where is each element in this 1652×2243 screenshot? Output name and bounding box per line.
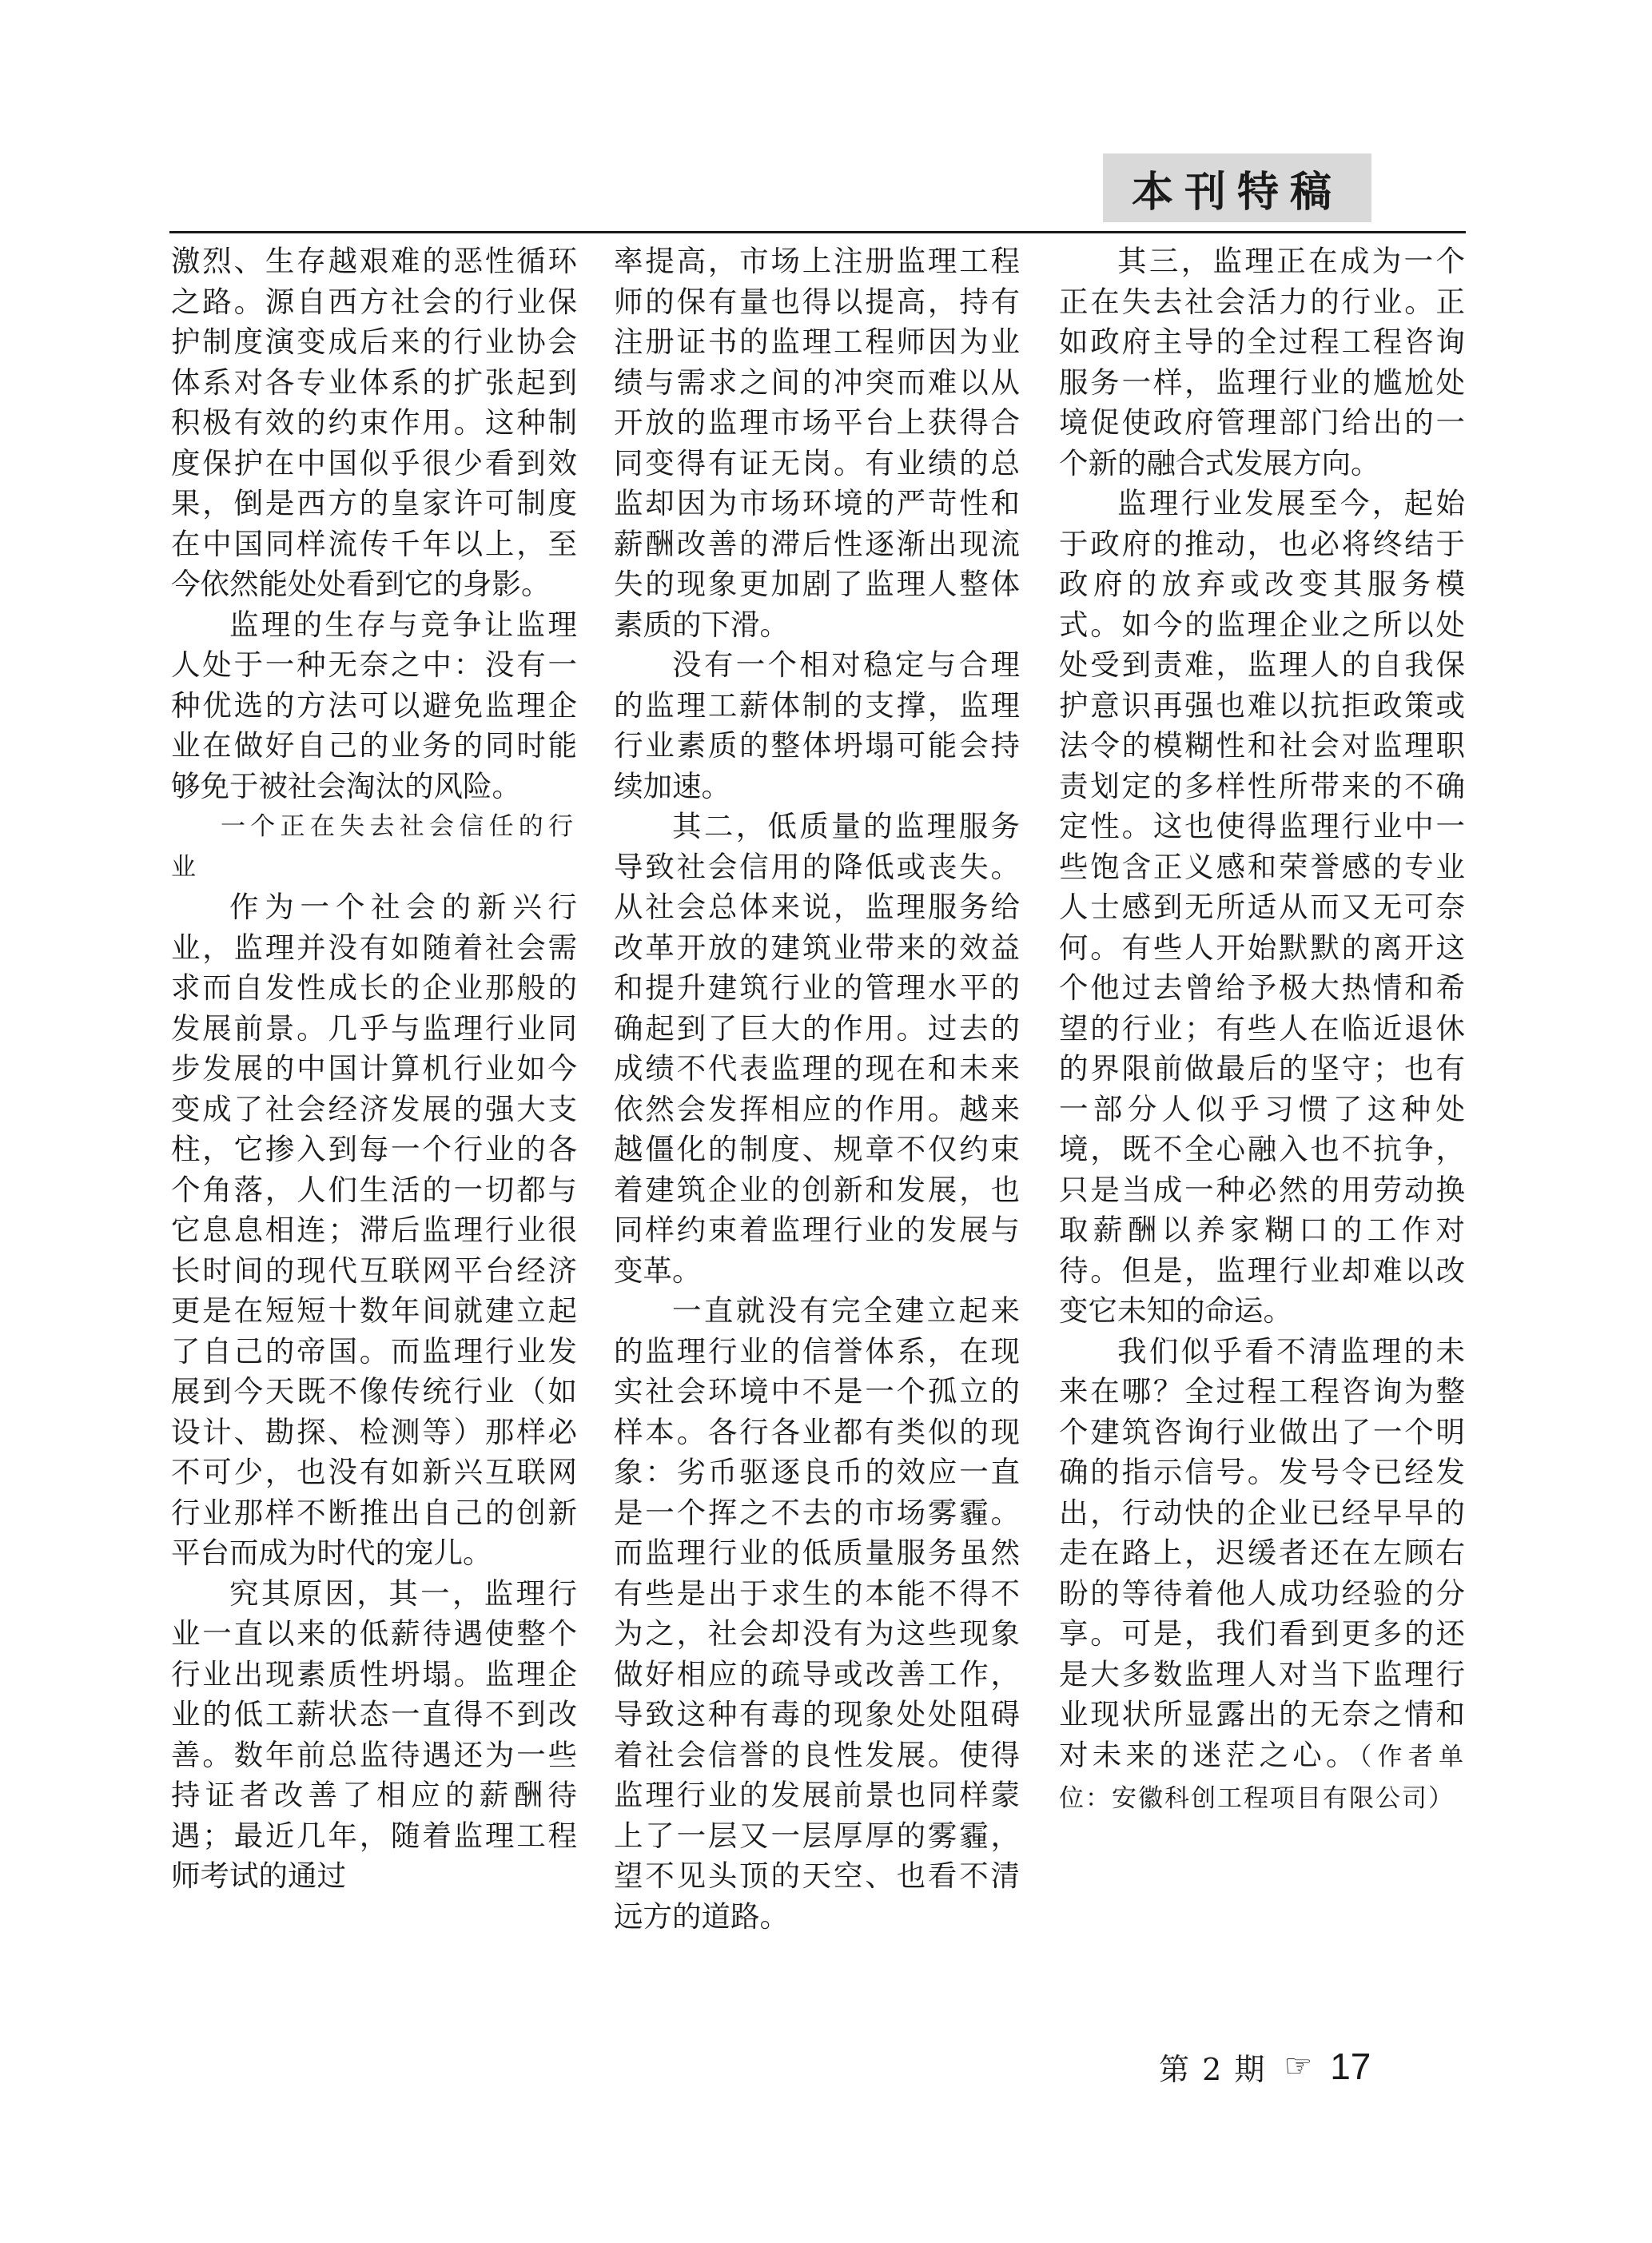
paragraph: 监理行业发展至今，起始于政府的推动，也必将终结于政府的放弃或改变其服务模式。如今的监理企业之所以处处受到责难，监理人的自我保护意识再强也难以抗拒政策或法令的模糊性和社会对监理职责划定的多样性所带来的不确定性。这也使得监理行业中一些饱含正义感和荣誉感的专业人士感到无所适从而又无可奈何。有些人开始默默的离开这个他过去曾给予极大热情和希望的行业；有些人在临近退休的界限前做最后的坚守；也有一部分人似乎习惯了这种处境，既不全心融入也不抗争，只是当成一种必然的用劳动换取薪酬以养家糊口的工作对待。但是，监理行业却难以改变它未知的命运。 <box>1059 486 1465 1328</box>
paragraph: 其二，低质量的监理服务导致社会信用的降低或丧失。从社会总体来说，监理服务给改革开放的建筑业带来的效益和提升建筑行业的管理水平的确起到了巨大的作用。过去的成绩不代表监理的现在和未来依然会发挥相应的作用。越来越僵化的制度、规章不仅约束着建筑企业的创新和发展，也同样约束着监理行业的发展与变革。 <box>614 809 1020 1288</box>
text-column-3 <box>1059 241 1465 2040</box>
paragraph: 监理的生存与竞争让监理人处于一种无奈之中：没有一种优选的方法可以避免监理企业在做好自己的业务的同时能够免于被社会淘汰的风险。 <box>171 607 577 803</box>
paragraph-text: 我们似乎看不清监理的未来在哪？全过程工程咨询为整个建筑咨询行业做出了一个明确的指示信号。发号令已经发出，行动快的企业已经早早的走在路上，迟缓者还在左顾右盼的等待着他人成功经验的分享。可是，我们看到更多的还是大多数监理人对当下监理行业现状所显露出的无奈之情和对未来的迷茫之心。 <box>1059 1333 1465 1772</box>
paragraph-with-author <box>1059 1332 1465 1819</box>
text-column-2 <box>614 241 1020 2040</box>
paragraph: 激烈、生存越艰难的恶性循环之路。源自西方社会的行业保护制度演变成后来的行业协会体系对各专业体系的扩张起到积极有效的约束作用。这种制度保护在中国似乎很少看到效果，倒是西方的皇家许可制度在中国同样流传千年以上，至今依然能处处看到它的身影。 <box>171 244 577 601</box>
page-number: 17 <box>1330 2046 1371 2087</box>
paragraph: 率提高，市场上注册监理工程师的保有量也得以提高，持有注册证书的监理工程师因为业绩与需求之间的冲突而难以从开放的监理市场平台上获得合同变得有证无岗。有业绩的总监却因为市场环境的严苛性和薪酬改善的滞后性逐渐出现流失的现象更加剧了监理人整体素质的下滑。 <box>614 244 1020 642</box>
paragraph: 没有一个相对稳定与合理的监理工薪体制的支撑，监理行业素质的整体坍塌可能会持续加速。 <box>614 647 1020 803</box>
pointing-hand-icon: ☞ <box>1284 2048 1313 2085</box>
section-tag: 本刊特稿 <box>1103 153 1371 222</box>
header-rule <box>169 231 1466 233</box>
text-column-1 <box>171 241 577 2040</box>
section-subheading: 一个正在失去社会信任的行业 <box>171 812 577 882</box>
paragraph: 究其原因，其一，监理行业一直以来的低薪待遇使整个行业出现素质性坍塌。监理企业的低工薪状态一直得不到改善。数年前总监待遇还为一些持证者改善了相应的薪酬待遇；最近几年，随着监理工程师考试的通过 <box>171 1576 577 1893</box>
paragraph: 其三，监理正在成为一个正在失去社会活力的行业。正如政府主导的全过程工程咨询服务一样，监理行业的尴尬处境促使政府管理部门给出的一个新的融合式发展方向。 <box>1059 244 1465 480</box>
author-affiliation: （作者单位：安徽科创工程项目有限公司） <box>1059 1742 1465 1813</box>
issue-label: 第 2 期 <box>1159 2051 1267 2087</box>
paragraph: 作为一个社会的新兴行业，监理并没有如随着社会需求而自发性成长的企业那般的发展前景。几乎与监理行业同步发展的中国计算机行业如今变成了社会经济发展的强大支柱，它掺入到每一个行业的各个角落，人们生活的一切都与它息息相连；滞后监理行业很长时间的现代互联网平台经济更是在短短十数年间就建立起了自己的帝国。而监理行业发展到今天既不像传统行业（如设计、勘探、检测等）那样必不可少，也没有如新兴互联网行业那样不断推出自己的创新平台而成为时代的宠儿。 <box>171 890 577 1570</box>
page-footer <box>1159 2042 1439 2091</box>
paragraph: 一直就没有完全建立起来的监理行业的信誉体系，在现实社会环境中不是一个孤立的样本。各行各业都有类似的现象：劣币驱逐良币的效应一直是一个挥之不去的市场雾霾。而监理行业的低质量服务虽然有些是出于求生的本能不得不为之，社会却没有为这些现象做好相应的疏导或改善工作，导致这种有毒的现象处处阻碍着社会信誉的良性发展。使得监理行业的发展前景也同样蒙上了一层又一层厚厚的雾霾，望不见头顶的天空、也看不清远方的道路。 <box>614 1293 1020 1934</box>
